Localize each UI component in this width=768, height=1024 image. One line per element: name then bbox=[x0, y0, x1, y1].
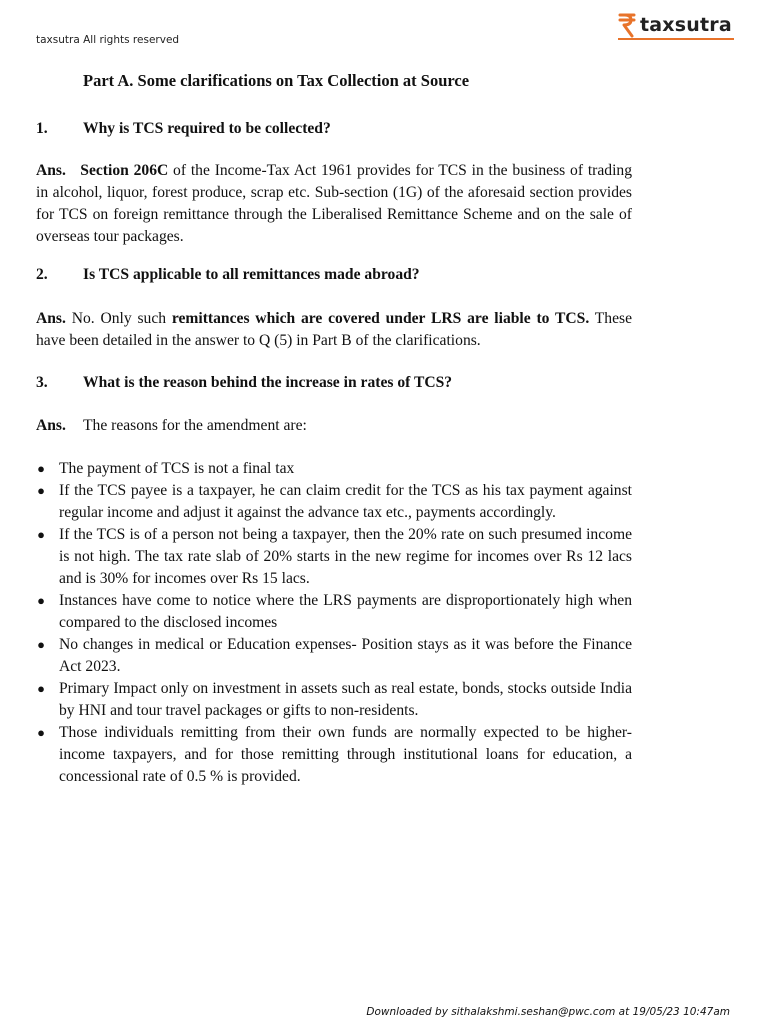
list-item: ● If the TCS payee is a taxpayer, he can claim credit for the TCS as his tax payment against regular income and adjust it against the advance tax etc., payments accordingly. bbox=[37, 482, 632, 521]
question-number: 1. bbox=[36, 120, 48, 137]
answer-2 bbox=[36, 308, 632, 352]
question-2 bbox=[36, 264, 420, 286]
logo-underline bbox=[618, 38, 734, 40]
question-number: 3. bbox=[36, 374, 48, 391]
answer-text: of the Income-Tax Act 1961 provides for TCS in the business of trading in alcohol, liquor, forest produce, scrap etc. Sub-section (1G) of the aforesaid section provides for TCS on foreign remittance through the Liberalised Remittance Scheme and on the sale of overseas tour packages. bbox=[36, 162, 632, 245]
question-number: 2. bbox=[36, 266, 48, 283]
answer-label: Ans. bbox=[36, 417, 66, 434]
question-3 bbox=[36, 372, 452, 394]
answer-emphasis: remittances which are covered under LRS are liable to TCS. bbox=[171, 310, 590, 327]
taxsutra-logo bbox=[618, 12, 734, 38]
answer-label: Ans. bbox=[36, 310, 66, 327]
answer-label: Ans. bbox=[36, 162, 66, 179]
question-text: Why is TCS required to be collected? bbox=[83, 120, 331, 137]
list-item: ● The payment of TCS is not a final tax bbox=[36, 458, 632, 480]
bullet-icon: ● bbox=[37, 527, 45, 542]
copyright-notice: taxsutra All rights reserved bbox=[36, 34, 180, 46]
answer-text: These have been detailed in the answer to Q (5) in Part B of the clarifications. bbox=[36, 310, 632, 349]
list-item: ● Instances have come to notice where the LRS payments are disproportionately high when compared to the disclosed incomes bbox=[37, 592, 632, 631]
download-footer: Downloaded by sithalakshmi.seshan@pwc.com at 19/05/23 10:47am bbox=[366, 1006, 730, 1018]
bullet-icon: ● bbox=[37, 637, 45, 652]
reasons-list bbox=[36, 458, 632, 788]
answer-1 bbox=[36, 160, 632, 248]
answer-intro: The reasons for the amendment are: bbox=[83, 417, 307, 434]
bullet-icon: ● bbox=[37, 593, 45, 608]
bullet-icon: ● bbox=[37, 461, 45, 476]
question-1 bbox=[36, 118, 331, 140]
answer-text-pre: No. Only such bbox=[65, 310, 172, 327]
rupee-logo-icon bbox=[618, 12, 636, 38]
logo-wordmark: taxsutra bbox=[640, 14, 732, 36]
bullet-icon: ● bbox=[37, 483, 45, 498]
bullet-icon: ● bbox=[37, 681, 45, 696]
section-reference: Section 206C bbox=[80, 162, 169, 179]
question-text: Is TCS applicable to all remittances made abroad? bbox=[83, 266, 420, 283]
list-item: ● If the TCS is of a person not being a taxpayer, then the 20% rate on such presumed income is not high. The tax rate slab of 20% starts in the new regime for incomes over Rs 12 lacs and is 30% for incomes over Rs 15 lacs. bbox=[37, 526, 632, 587]
question-text: What is the reason behind the increase in rates of TCS? bbox=[83, 374, 453, 391]
bullet-icon: ● bbox=[37, 725, 45, 740]
list-item: ● No changes in medical or Education expenses- Position stays as it was before the Finance Act 2023. bbox=[37, 636, 632, 675]
list-item: ● Primary Impact only on investment in assets such as real estate, bonds, stocks outside India by HNI and tour travel packages or gifts to non-residents. bbox=[37, 680, 632, 719]
page-title: Part A. Some clarifications on Tax Collection at Source bbox=[83, 71, 470, 90]
answer-3 bbox=[36, 415, 632, 437]
list-item: ● Those individuals remitting from their own funds are normally expected to be higher-income taxpayers, and for those remitting through institutional loans for education, a concessional rate of 0.5 % is provided. bbox=[37, 724, 632, 785]
